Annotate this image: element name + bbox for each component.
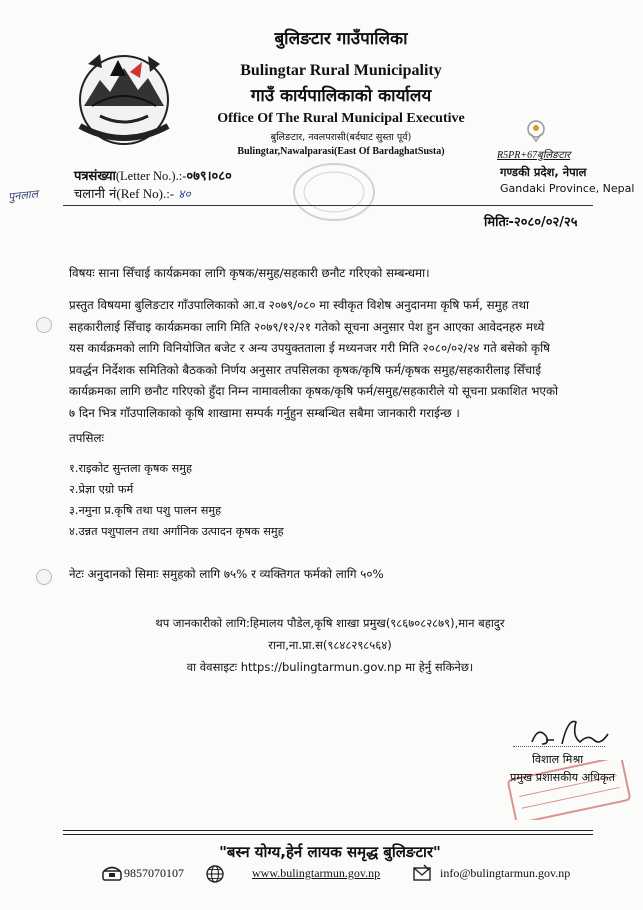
signatory-title: प्रमुख प्रशासकीय अधिकृत bbox=[510, 771, 616, 784]
globe-icon bbox=[206, 865, 224, 883]
contact-line: राना,ना.प्रा.स(९८४८२९८५६४) bbox=[268, 638, 392, 652]
footer-email-link[interactable]: info@bulingtarmun.gov.np bbox=[440, 866, 571, 880]
municipality-name-np: बुलिङटार गाउँपालिका bbox=[274, 29, 408, 49]
signature-line bbox=[513, 746, 605, 747]
municipality-name-en: Bulingtar Rural Municipality bbox=[240, 62, 442, 79]
office-name-np: गाउँ कार्यपालिकाको कार्यालय bbox=[250, 86, 432, 106]
plus-code: R5PR+67बुलिङटार bbox=[497, 150, 571, 161]
ref-label: चलानी नं bbox=[74, 187, 117, 202]
subject-line: विषयः साना सिँचाई कार्यक्रमका लागि कृषक/समुह/सहकारी छनौट गरिएको सम्बन्धमा। bbox=[69, 266, 430, 280]
email-icon bbox=[412, 863, 432, 883]
address-np: बुलिङटार, नवलपरासी(बर्दघाट सुस्ता पूर्व) bbox=[270, 132, 412, 143]
nepal-emblem-logo bbox=[70, 46, 178, 148]
location-pin-icon bbox=[526, 119, 546, 143]
contact-line: वा वेवसाइटः https://bulingtarmun.gov.np मा हेर्नु सकिनेछ। bbox=[186, 660, 474, 674]
municipality-slogan: "बस्न योग्य,हेर्न लायक समृद्ध बुलिङटार" bbox=[219, 843, 441, 861]
footer-phone: 9857070107 bbox=[124, 866, 184, 880]
province-en: Gandaki Province, Nepal bbox=[500, 182, 635, 195]
letter-label-en: (Letter No.).:- bbox=[115, 169, 187, 183]
paragraph-line: प्रवर्द्धन निर्देशक समितिको बैठकको निर्णय अनुसार तपसिलका कृषक/कृषि फर्म/कृषक समुह/सहकारीलाइ सिँचाई bbox=[69, 362, 542, 377]
document-date: मितिः-२०८०/०२/२५ bbox=[484, 215, 578, 230]
margin-handwritten-note: पुनलाल bbox=[7, 187, 39, 204]
signatory-name: विशाल मिश्रा bbox=[532, 753, 584, 766]
footer-divider bbox=[63, 830, 593, 831]
punch-hole bbox=[36, 317, 52, 333]
grant-limit-note: नेटः अनुदानको सिमाः समुहको लागि ७५% र व्यक्तिगत फर्मको लागि ५०% bbox=[69, 567, 384, 581]
faded-office-stamp bbox=[290, 160, 378, 224]
selected-list bbox=[69, 458, 284, 542]
body-paragraph bbox=[69, 295, 595, 424]
paragraph-line: सहकारीलाई सिँचाइ कार्यक्रमका लागि मिति २०७९/१२/२१ गतेको सूचना अनुसार पेश हुन आएका आवेदनहरु मध्ये bbox=[69, 319, 545, 334]
letter-number: ०७९।०८० bbox=[186, 169, 232, 184]
paragraph-line: ७ दिन भित्र गाँउपालिकाको कृषि शाखामा सम्पर्क गर्नुहुन सम्बन्धित सबैमा जानकारी गराईन्छ । bbox=[69, 405, 460, 420]
officer-stamp bbox=[505, 760, 633, 820]
header-divider bbox=[63, 205, 593, 206]
address-en: Bulingtar,Nawalparasi(East Of BardaghatSusta) bbox=[237, 146, 445, 157]
punch-hole bbox=[36, 569, 52, 585]
footer-divider bbox=[63, 834, 593, 835]
letter-number-line bbox=[74, 166, 232, 184]
paragraph-line: कार्यक्रमका लागि छनौट गरिएको हुँदा निम्न नामावलीका कृषक/कृषि फर्म/समुह/सहकारीले यो सूचना प्रकाशित भएको bbox=[69, 384, 559, 398]
contact-line: थप जानकारीको लागि:हिमालय पौडेल,कृषि शाखा प्रमुख(९८६७०८२८७९),मान बहादुर bbox=[155, 616, 505, 630]
telephone-icon bbox=[101, 865, 123, 881]
list-item: ३.नमुना प्र.कृषि तथा पशु पालन समुह bbox=[69, 504, 222, 517]
paragraph-line: यस कार्यक्रमको लागि विनियोजित बजेट र अन्य उपयुक्तताला ई मध्यनजर गरी मिति २०८०/०२/२४ गते बसेको कृषि bbox=[69, 341, 550, 355]
paragraph-line: प्रस्तुत विषयमा बुलिङटार गाँउपालिकाको आ.व २०७९/०८० मा स्वीकृत विशेष अनुदानमा कृषि फर्म, समुह तथा bbox=[69, 298, 530, 312]
ref-label-en: (Ref No).:- bbox=[116, 186, 175, 201]
reference-number-line bbox=[74, 184, 191, 202]
office-name-en: Office Of The Rural Municipal Executive bbox=[217, 111, 465, 126]
contact-info bbox=[100, 612, 560, 678]
details-heading: तपसिलः bbox=[69, 431, 104, 445]
letter-label: पत्रसंख्या bbox=[74, 169, 116, 184]
footer-website-link[interactable]: www.bulingtarmun.gov.np bbox=[252, 866, 381, 880]
province-np: गण्डकी प्रदेश, नेपाल bbox=[500, 165, 587, 179]
list-item: ४.उन्नत पशुपालन तथा अर्गानिक उत्पादन कृषक समुह bbox=[69, 525, 284, 538]
ref-number: ४० bbox=[178, 187, 191, 201]
list-item: २.प्रेज्ञा एग्रो फर्म bbox=[69, 483, 134, 496]
list-item: १.राइकोट सुन्तला कृषक समुह bbox=[69, 462, 193, 475]
